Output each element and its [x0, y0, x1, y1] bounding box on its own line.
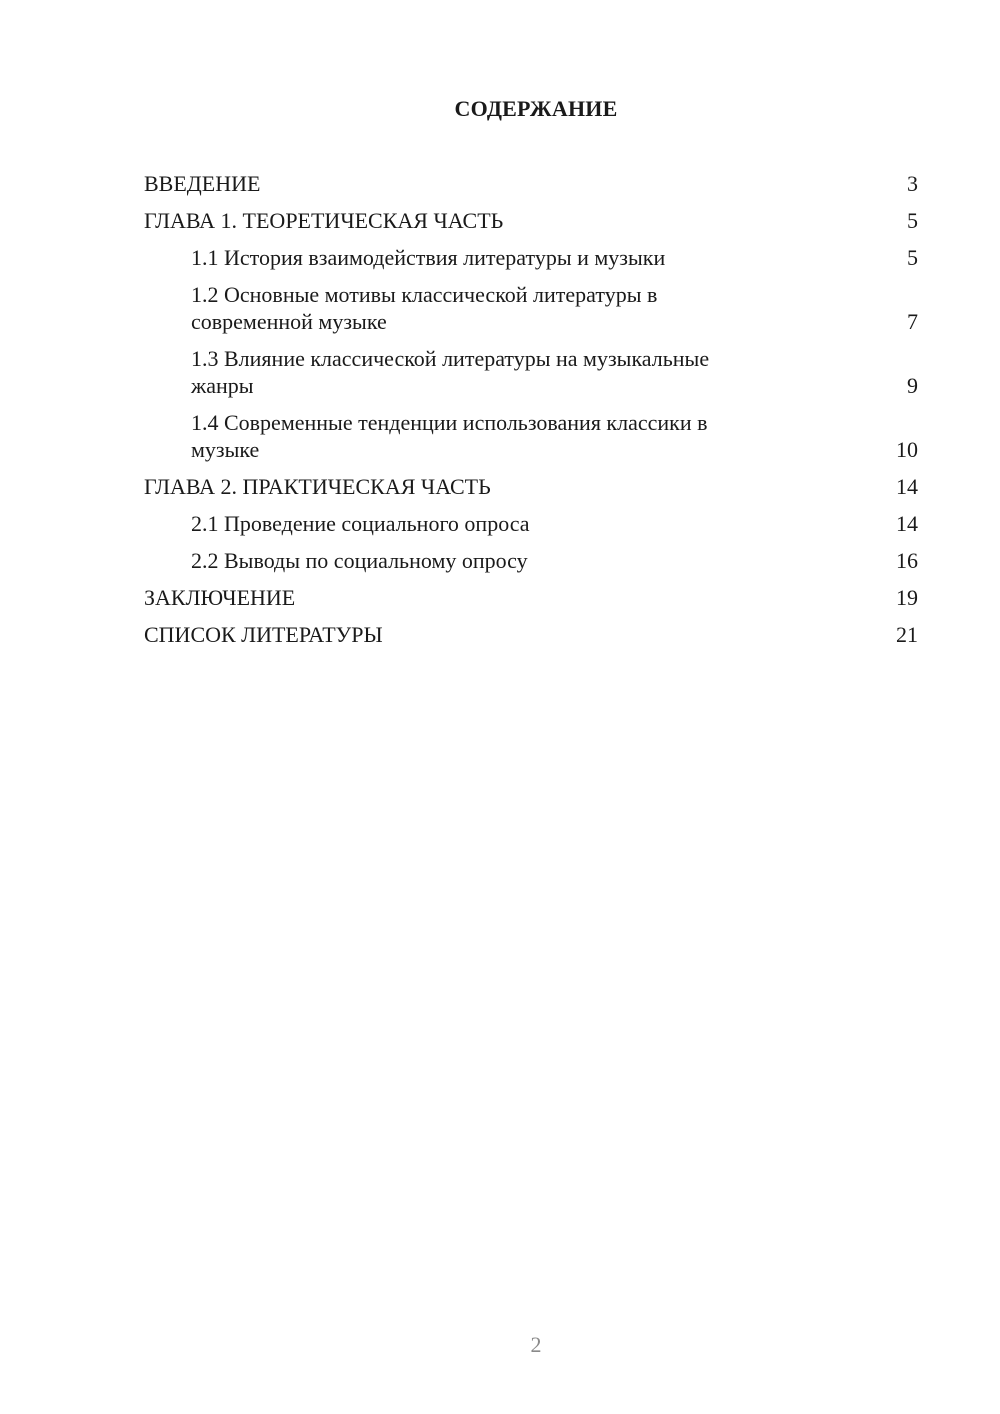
toc-entry-label: ГЛАВА 1. ТЕОРЕТИЧЕСКАЯ ЧАСТЬ: [144, 208, 504, 233]
toc-entry-page: 14: [896, 474, 918, 499]
toc-entry-page: 5: [907, 208, 918, 233]
toc-entry-page: 14: [896, 511, 918, 536]
toc-entry-label: СПИСОК ЛИТЕРАТУРЫ: [144, 622, 383, 647]
toc-entry-page: 9: [907, 373, 918, 398]
toc-entry-conclusion[interactable]: [144, 584, 918, 611]
toc-entry-label: 1.1 История взаимодействия литературы и музыки: [191, 245, 666, 270]
toc-entry-label: ГЛАВА 2. ПРАКТИЧЕСКАЯ ЧАСТЬ: [144, 474, 491, 499]
toc-entry-chapter-2[interactable]: [144, 473, 918, 500]
toc-entry-page: 5: [907, 245, 918, 270]
toc-entry-label: ВВЕДЕНИЕ: [144, 171, 261, 196]
toc-entry-section-1-3[interactable]: [144, 345, 918, 399]
toc-entry-chapter-1[interactable]: [144, 207, 918, 234]
toc-entry-label: 1.2 Основные мотивы классической литературы в современной музыке: [191, 282, 658, 334]
toc-entry-label: 2.2 Выводы по социальному опросу: [191, 548, 528, 573]
toc-entry-introduction[interactable]: [144, 170, 918, 197]
toc-entry-label: 1.4 Современные тенденции использования классики в музыке: [191, 410, 708, 462]
toc-entry-section-1-2[interactable]: [144, 281, 918, 335]
toc-entry-page: 10: [896, 437, 918, 462]
toc-entry-page: 21: [896, 622, 918, 647]
toc-entry-page: 16: [896, 548, 918, 573]
toc-entry-label: 2.1 Проведение социального опроса: [191, 511, 530, 536]
toc-entry-section-1-1[interactable]: [144, 244, 918, 271]
toc-entry-section-1-4[interactable]: [144, 409, 918, 463]
toc-entry-page: 7: [907, 309, 918, 334]
toc-entry-page: 3: [907, 171, 918, 196]
toc-entry-references[interactable]: [144, 621, 918, 648]
toc-entry-page: 19: [896, 585, 918, 610]
toc-entry-section-2-1[interactable]: [144, 510, 918, 537]
toc-heading: СОДЕРЖАНИЕ: [454, 96, 618, 121]
toc-entry-section-2-2[interactable]: [144, 547, 918, 574]
toc-entry-label: 1.3 Влияние классической литературы на музыкальные жанры: [191, 346, 710, 398]
page-number: 2: [530, 1332, 542, 1357]
toc-entry-label: ЗАКЛЮЧЕНИЕ: [144, 585, 296, 610]
table-of-contents: [144, 170, 918, 658]
